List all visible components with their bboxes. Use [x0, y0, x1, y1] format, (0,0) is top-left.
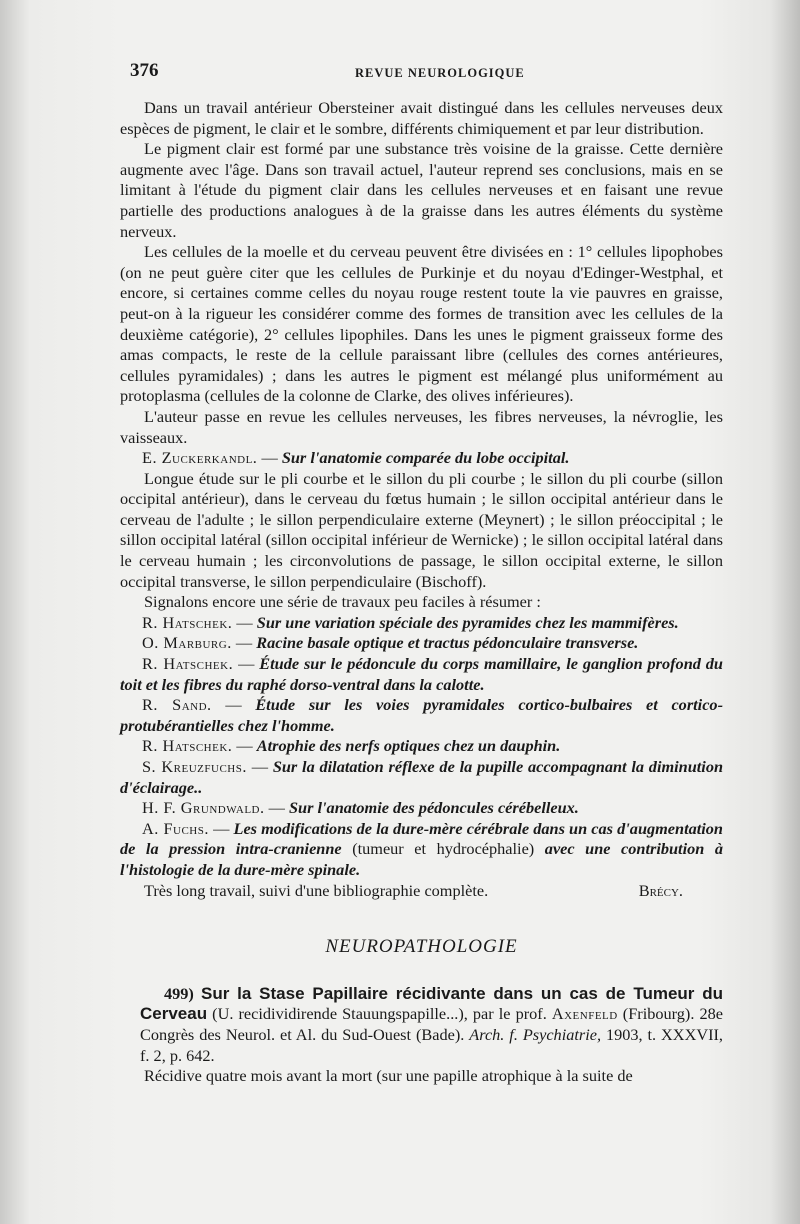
article-details: (Fribourg). 28e Congrès des Neurol. et Al. du Sud-Ouest (Bade).: [140, 1004, 723, 1044]
paragraph: Dans un travail antérieur Obersteiner avait distingué dans les cellules nerveuses deux espèces de pigment, le clair et le sombre, différents chimiquement et par leur distribution.: [120, 98, 723, 138]
reference-author: R. Hatschek.: [142, 654, 234, 674]
reference-author: R. Hatschek.: [142, 612, 233, 632]
reference-title: Sur une variation spéciale des pyramides chez les mammifères.: [256, 612, 679, 632]
reference-note: (tumeur et hydrocéphalie): [341, 839, 545, 859]
reference-title: Racine basale optique et tractus pédonculaire transverse.: [256, 633, 639, 653]
article-title: Sur la Stase Papillaire récidivante dans un cas de Tumeur du Cerveau: [140, 983, 723, 1024]
reference-title: Sur l'anatomie comparée du lobe occipital.: [281, 448, 570, 468]
paragraph: Le pigment clair est formé par une substance très voisine de la graisse. Cette dernière augmente avec l'âge. Dans son travail actuel, l'auteur reprend ses conclusions, mais en se limitant à l'étude du pigment clair dans les cellules nerveuses et en faisant une revue partielle des productions analogues à de la graisse dans les autres éléments du système nerveux.: [120, 139, 723, 241]
paragraph: Récidive quatre mois avant la mort (sur une papille atrophique à la suite de: [144, 1066, 633, 1086]
reference-title: Sur la dilatation réflexe de la pupille accompagnant la diminution d'éclairage..: [120, 757, 724, 797]
reference-entry: O. Marburg. — Racine basale optique et tractus pédonculaire transverse.: [142, 633, 639, 653]
reference-title-continued: avec une contribution à l'histologie de la dure-mère spinale.: [120, 839, 723, 879]
reference-entry: [120, 448, 723, 469]
reference-author: S. Kreuzfuchs.: [142, 757, 247, 776]
reference-title: Atrophie des nerfs optiques chez un dauphin.: [256, 736, 561, 756]
paragraph: [120, 881, 723, 902]
paragraph: Longue étude sur le pli courbe et le sillon du pli courbe ; le sillon du pli courbe (sillon occipital antérieur), dans le cerveau du fœtus humain ; le sillon occipital antérieur dans le cerveau de l'adulte ; le sillon perpendiculaire externe (Meynert) ; le sillon préoccipital ; le sillon occipital latéral (sillon occipital inférieur de Wernicke) ; le sillon occipital latéral dans le cerveau humain ; les circonvolutions de passage, le sillon occipital externe, le sillon occipital transverse, le sillon perpendiculaire (Bischoff).: [120, 468, 723, 591]
page-header: [130, 60, 730, 84]
reference-title: Étude sur les voies pyramidales cortico-bulbaires et cortico-protubérantielles chez l'homme.: [120, 695, 723, 735]
paragraph: Signalons encore une série de travaux peu faciles à résumer :: [144, 592, 541, 612]
body-text: [120, 98, 723, 1087]
reference-list: [120, 613, 723, 819]
paragraph: Les cellules de la moelle et du cerveau peuvent être divisées en : 1° cellules lipophobes (on ne peut guère citer que les cellules de Purkinje et du noyau d'Edinger-Westphal, et encore, si certaines comme celles du noyau rouge restent toute la vie pauvres en graisse, peut-on à la rigueur les considérer comme des formes de transition avec les cellules de la deuxième catégorie), 2° cellules lipophiles. Dans les unes le pigment graisseux forme des amas compacts, le reste de la cellule paraissant libre (cellules des cornes antérieures, cellules pyramidales) ; dans les autres le pigment est mélangé plus uniformément au protoplasma (cellules de la colonne de Clarke, des olives inférieures).: [120, 242, 723, 406]
reference-entry: H. F. Grundwald. — Sur l'anatomie des pédoncules cérébelleux.: [142, 798, 579, 818]
reference-title: Sur l'anatomie des pédoncules cérébelleux.: [288, 798, 579, 818]
reference-author: H. F. Grundwald.: [142, 798, 265, 818]
article-details: (U. recidividirende Stauungspapille...), par le prof.: [207, 1004, 552, 1024]
article-number: 499): [164, 983, 194, 1003]
reference-separator: —: [257, 448, 282, 468]
reference-author: A. Fuchs.: [142, 818, 209, 838]
reference-title: Étude sur le pédoncule du corps mamillaire, le ganglion profond du toit et les fibres du raphé dorso-ventral dans la calotte.: [120, 654, 723, 694]
closing-sentence: Très long travail, suivi d'une bibliographie complète.: [144, 880, 489, 900]
reference-entry: S. Kreuzfuchs. — Sur la dilatation réflexe de la pupille accompagnant la diminution d'éclairage..: [120, 757, 724, 797]
reference-entry: R. Hatschek. — Atrophie des nerfs optiques chez un dauphin.: [142, 736, 561, 756]
reviewer-signature: Brécy.: [638, 880, 683, 900]
reference-entry: R. Hatschek. — Sur une variation spéciale des pyramides chez les mammifères.: [142, 612, 679, 632]
reference-author: R. Hatschek.: [142, 736, 233, 756]
article-author: Axenfeld: [551, 1004, 618, 1024]
section-title: NEUROPATHOLOGIE: [325, 936, 518, 958]
article-entry: [120, 984, 723, 1066]
reference-author: R. Sand.: [142, 695, 212, 715]
reference-entry: A. Fuchs. — Les modifications de la dure-mère cérébrale dans un cas d'augmentation de la pression intra-cranienne (tumeur et hydrocéphalie) avec une contribution à l'histologie de la dure-mère spinale.: [120, 818, 723, 879]
paragraph: L'auteur passe en revue les cellules nerveuses, les fibres nerveuses, la névroglie, les vaisseaux.: [120, 406, 723, 447]
reference-author: E. Zuckerkandl.: [142, 448, 258, 468]
reference-entry: R. Sand. — Étude sur les voies pyramidales cortico-bulbaires et cortico-protubérantielles chez l'homme.: [120, 695, 723, 735]
page-number: 376: [130, 60, 159, 81]
running-title: REVUE NEUROLOGIQUE: [355, 66, 525, 80]
article-journal: Arch. f. Psychiatrie,: [469, 1024, 602, 1044]
reference-author: O. Marburg.: [142, 633, 232, 653]
article-details: 1903, t. XXXVII, f. 2, p. 642.: [140, 1024, 723, 1065]
reference-entry: R. Hatschek. — Étude sur le pédoncule du corps mamillaire, le ganglion profond du toit et les fibres du raphé dorso-ventral dans la calotte.: [120, 654, 723, 694]
reference-title: Les modifications de la dure-mère cérébrale dans un cas d'augmentation de la pression intra-cranienne: [120, 818, 723, 859]
